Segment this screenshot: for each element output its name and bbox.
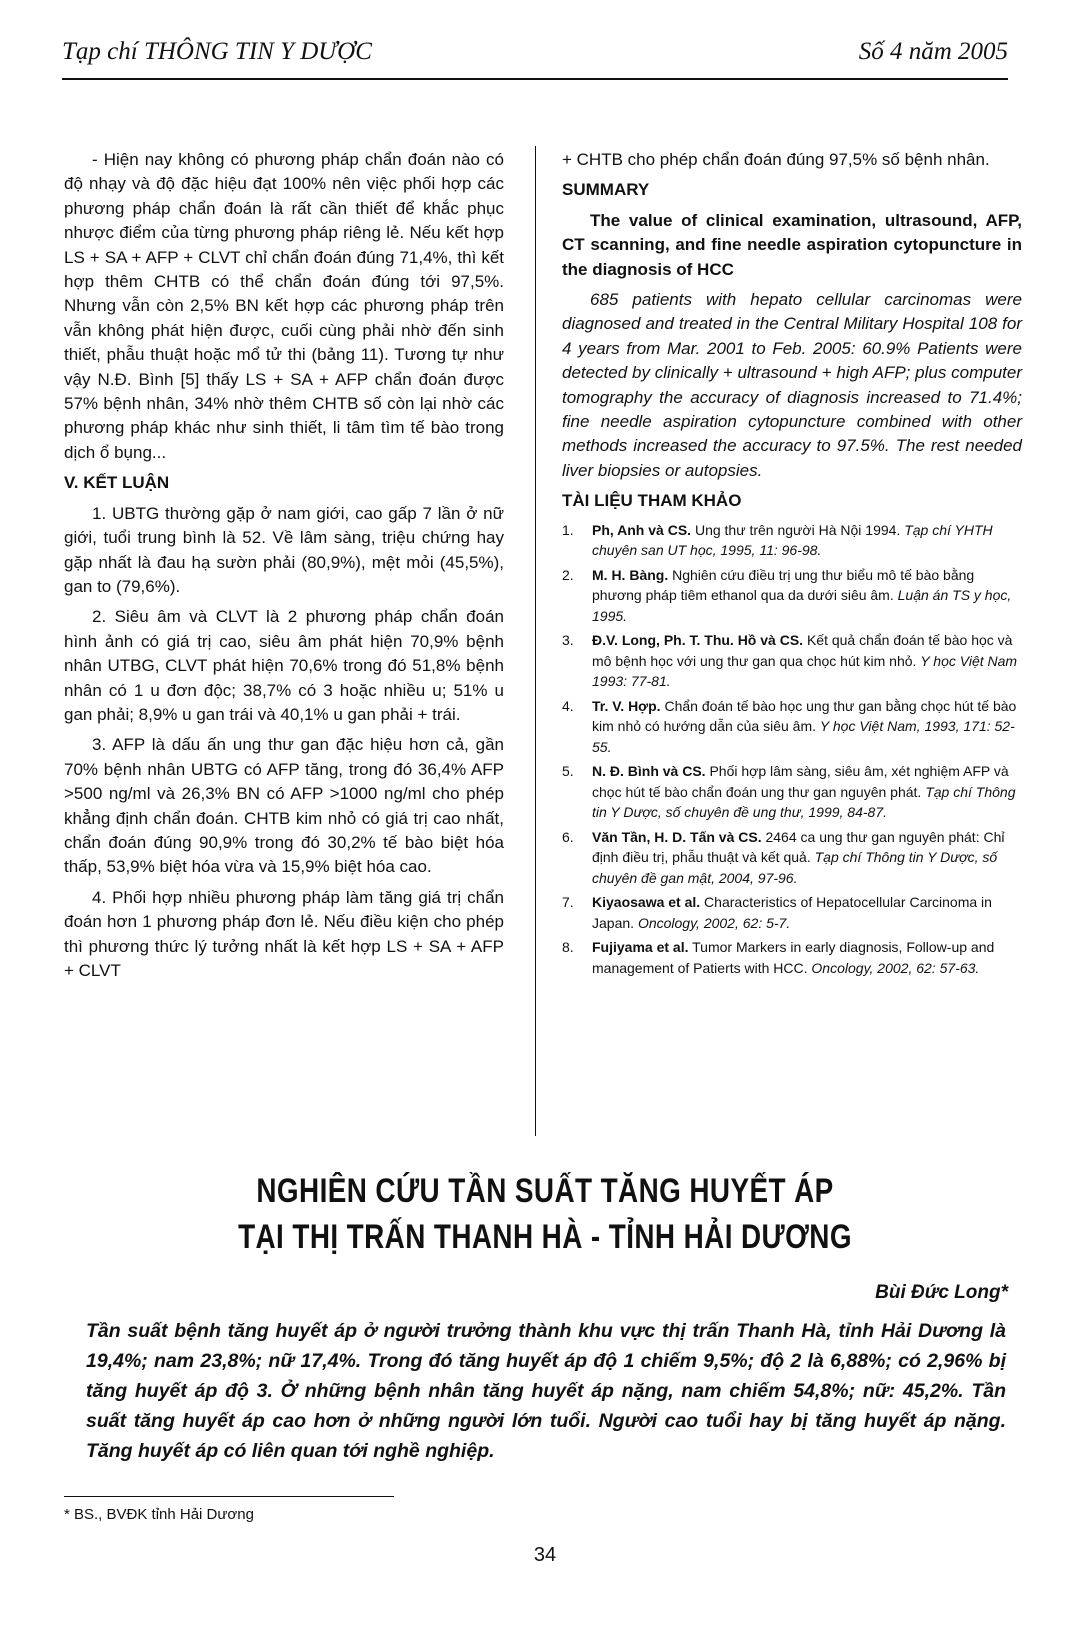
- reference-item: [562, 761, 1022, 823]
- reference-authors: M. H. Bàng.: [592, 566, 669, 583]
- reference-authors: Tr. V. Hợp.: [592, 697, 661, 714]
- references-list: [562, 520, 1022, 979]
- reference-source: Tạp chí Thông tin Y Dược, số chuyên đề ung thư, 1999, 84-87.: [592, 783, 1016, 821]
- reference-source: Y học Việt Nam, 1993, 171: 52-55.: [592, 718, 1015, 755]
- reference-authors: Kiyaosawa et al.: [592, 894, 701, 911]
- section-heading-references: TÀI LIỆU THAM KHẢO: [562, 491, 742, 511]
- paragraph-continued: + CHTB cho phép chẩn đoán đúng 97,5% số bệnh nhân.: [562, 150, 990, 169]
- reference-authors: Đ.V. Long, Ph. T. Thu. Hồ và CS.: [592, 632, 804, 649]
- reference-text: Chẩn đoán tế bào học ung thư gan bằng chọc hút tế bào kim nhỏ có hướng dẫn của siêu âm.: [592, 697, 1017, 735]
- reference-authors: Văn Tần, H. D. Tấn và CS.: [592, 828, 762, 845]
- section-heading-summary: SUMMARY: [562, 180, 650, 200]
- running-header: [62, 38, 1008, 72]
- article-abstract: Tần suất bệnh tăng huyết áp ở người trưởng thành khu vực thị trấn Thanh Hà, tỉnh Hải Dương là 19,4%; nam 23,8%; nữ 17,4%. Trong đó tăng huyết áp độ 1 chiếm 9,5%; độ 2 là 6,88%; có 2,96% bị tăng huyết áp độ 3. Ở những bệnh nhân tăng huyết áp nặng, nam chiếm 54,8%; nữ: 45,2%. Tần suất tăng huyết áp cao hơn ở những người lớn tuổi. Người cao tuổi hay bị tăng huyết áp nặng. Tăng huyết áp có liên quan tới nghề nghiệp.: [86, 1320, 1006, 1462]
- conclusion-item-3: 3. AFP là dấu ấn ung thư gan đặc hiệu hơn cả, gần 70% bệnh nhân UBTG có AFP tăng, trong đó 36,4% AFP >500 ng/ml và 26,3% BN có AFP >1000 ng/ml cho phép khẳng định chẩn đoán. CHTB kim nhỏ có giá trị cao nhất, chẩn đoán đúng 90,9% trong đó 30,2% tế bào biệt hóa thấp, 53,9% biệt hóa vừa và 15,9% biệt hóa cao.: [64, 735, 504, 877]
- header-rule: [62, 78, 1008, 80]
- reference-text: Nghiên cứu điều trị ung thư biểu mô tế bào bằng phương pháp tiêm ethanol qua da dưới siêu âm.: [592, 566, 975, 604]
- reference-source: Tạp chí YHTH chuyên san UT học, 1995, 11: 96-98.: [592, 521, 993, 559]
- reference-authors: Fujiyama et al.: [592, 939, 689, 956]
- conclusion-item-2: 2. Siêu âm và CLVT là 2 phương pháp chẩn đoán hình ảnh có giá trị cao, siêu âm phát hiện 70,9% bệnh nhân UTBG, CLVT phát hiện 70,6% trong đó 51,8% bệnh nhân có 1 u đơn độc; 38,7% có 3 hoặc nhiều u; 51% u gan phải; 8,9% u gan trái và 40,1% u gan phải + trái.: [64, 607, 504, 724]
- reference-item: [562, 565, 1022, 627]
- journal-name: Tạp chí THÔNG TIN Y DƯỢC: [62, 38, 372, 65]
- reference-source: Luận án TS y học, 1995.: [592, 587, 1012, 624]
- reference-text: Ung thư trên người Hà Nội 1994.: [691, 521, 905, 538]
- reference-text: Kết quả chẩn đoán tế bào học và mô bệnh học với ung thư gan qua chọc hút kim nhỏ.: [592, 632, 1013, 669]
- reference-item: [562, 696, 1022, 758]
- reference-source: Oncology, 2002, 62: 57-63.: [811, 959, 980, 976]
- reference-text: 2464 ca ung thư gan nguyên phát: Chỉ định điều trị, phẫu thuật và kết quả.: [592, 828, 1005, 866]
- issue-label: Số 4 năm 2005: [858, 38, 1008, 65]
- article-title-line-2: TẠI THỊ TRẤN THANH HÀ - TỈNH HẢI DƯƠNG: [238, 1218, 852, 1256]
- reference-source: Y học Việt Nam 1993: 77-81.: [592, 652, 1018, 690]
- footnote: * BS., BVĐK tỉnh Hải Dương: [64, 1506, 254, 1523]
- conclusion-item-4: 4. Phối hợp nhiều phương pháp làm tăng giá trị chẩn đoán hơn 1 phương pháp đơn lẻ. Nếu điều kiện cho phép thì phương thức lý tưởng nhất là kết hợp LS + SA + AFP + CLVT: [64, 887, 504, 980]
- conclusion-item-1: 1. UBTG thường gặp ở nam giới, cao gấp 7 lần ở nữ giới, tuổi trung bình là 52. Về lâm sàng, triệu chứng hay gặp nhất là đau hạ sườn phải (80,9%), mệt mỏi (45,5%), gan to (79,6%).: [64, 503, 504, 596]
- reference-item: [562, 892, 1022, 933]
- page-number: 34: [533, 1544, 557, 1566]
- reference-authors: N. Đ. Bình và CS.: [592, 763, 706, 780]
- reference-number: 4.: [562, 697, 574, 714]
- reference-number: 2.: [562, 566, 574, 583]
- right-column: [562, 148, 1022, 982]
- reference-source: Oncology, 2002, 62: 5-7.: [637, 914, 791, 931]
- reference-item: [562, 630, 1022, 692]
- summary-body: 685 patients with hepato cellular carcinomas were diagnosed and treated in the Central Military Hospital 108 for 4 years from Mar. 2001 to Feb. 2005: 60.9% Patients were detected by clinically + ultrasound + high AFP; plus computer tomography the accuracy of diagnosis increased to 71.4%; fine needle aspiration cytopuncture combined with other methods increased the accuracy to 97.5%. The rest needed liver biopsies or autopsies.: [562, 290, 1022, 480]
- reference-number: 3.: [562, 632, 574, 649]
- reference-text: Tumor Markers in early diagnosis, Follow-up and management of Patierts with HCC.: [592, 939, 995, 976]
- reference-number: 1.: [562, 521, 574, 538]
- section-heading-conclusion: V. KẾT LUẬN: [64, 473, 170, 493]
- reference-number: 8.: [562, 939, 574, 956]
- reference-text: Phối hợp lâm sàng, siêu âm, xét nghiệm AFP và chọc hút tế bào chẩn đoán ung thư gan nguyên phát.: [592, 763, 1009, 800]
- left-column: [64, 148, 504, 989]
- article-author: Bùi Đức Long*: [875, 1282, 1008, 1303]
- reference-text: Characteristics of Hepatocellular Carcinoma in Japan.: [592, 894, 992, 931]
- reference-number: 7.: [562, 894, 574, 911]
- reference-authors: Ph, Anh và CS.: [592, 521, 692, 538]
- paragraph: - Hiện nay không có phương pháp chẩn đoán nào có độ nhạy và độ đặc hiệu đạt 100% nên việc phối hợp các phương pháp chẩn đoán là rất cần thiết để khắc phục nhược điểm của từng phương pháp riêng lẻ. Nếu kết hợp LS + SA + AFP + CLVT chỉ chẩn đoán đúng 71,4%, thì kết hợp thêm CHTB có thể chẩn đoán đúng tới 97,5%. Nhưng vẫn còn 2,5% BN kết hợp các phương pháp trên vẫn không phát hiện được, cuối cùng phải nhờ đến sinh thiết, phẫu thuật hoặc mổ tử thi (bảng 11). Tương tự như vậy N.Đ. Bình [5] thấy LS + SA + AFP chẩn đoán được 57% bệnh nhân, 34% nhờ thêm CHTB số còn lại nhờ các phương pháp khác như sinh thiết, li tâm tìm tế bào trong dịch ổ bụng...: [64, 150, 504, 462]
- reference-source: Tạp chí Thông tin Y Dược, số chuyên đề gan mật, 2004, 97-96.: [592, 849, 998, 886]
- article-title-line-1: NGHIÊN CỨU TẦN SUẤT TĂNG HUYẾT ÁP: [256, 1172, 834, 1210]
- article-title: [197, 1168, 894, 1260]
- reference-item: [562, 827, 1022, 889]
- reference-number: 6.: [562, 828, 574, 845]
- column-divider: [535, 146, 536, 1136]
- reference-item: [562, 937, 1022, 978]
- reference-number: 5.: [562, 763, 574, 780]
- summary-title: The value of clinical examination, ultrasound, AFP, CT scanning, and fine needle aspiration cytopuncture in the diagnosis of HCC: [562, 210, 1022, 279]
- footnote-rule: [64, 1496, 394, 1497]
- reference-item: [562, 520, 1022, 561]
